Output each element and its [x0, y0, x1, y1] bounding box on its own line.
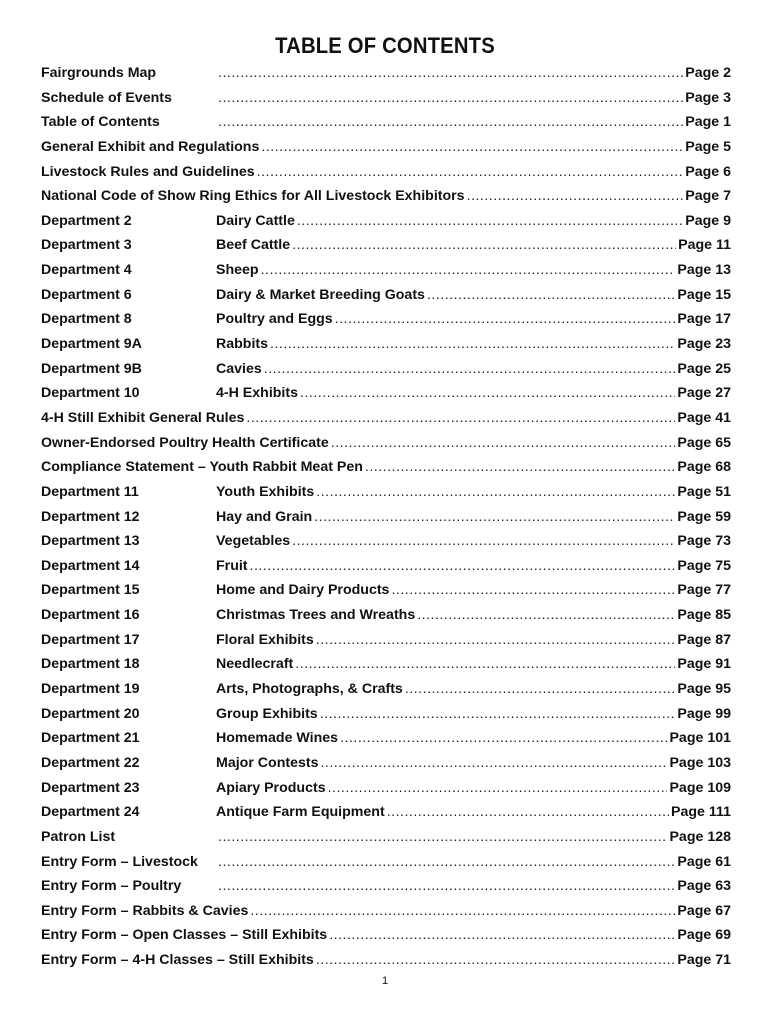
toc-entry-page: Page 101 — [669, 730, 731, 747]
dot-leader — [295, 652, 675, 677]
toc-entry-title: Entry Form – Open Classes – Still Exhibits — [41, 927, 328, 944]
toc-entry — [41, 86, 731, 111]
dot-leader — [365, 455, 675, 480]
dot-leader — [246, 406, 675, 431]
toc-entry-department: Department 10 — [41, 385, 140, 402]
dot-leader — [250, 899, 675, 924]
toc-entry-department: Department 9B — [41, 360, 142, 377]
dot-leader — [316, 628, 676, 653]
toc-entry-title: General Exhibit and Regulations — [41, 138, 260, 155]
toc-entry-department: Department 21 — [41, 730, 140, 747]
toc-entry-title: Homemade Wines — [216, 730, 339, 747]
toc-entry-title: Compliance Statement – Youth Rabbit Meat Pen — [41, 459, 363, 476]
toc-entry — [41, 431, 731, 456]
toc-entry-page: Page 23 — [677, 336, 731, 353]
toc-entry — [41, 726, 731, 751]
page-number: 1 — [381, 975, 389, 987]
toc-entry-page: Page 27 — [677, 385, 731, 402]
toc-entry-department: Table of Contents — [41, 114, 160, 131]
toc-entry-page: Page 111 — [671, 804, 731, 821]
toc-entry-department: Department 24 — [41, 804, 140, 821]
dot-leader — [292, 233, 676, 258]
toc-entry-title: Home and Dairy Products — [216, 582, 390, 599]
toc-entry-title: National Code of Show Ring Ethics for All Livestock Exhibitors — [41, 188, 465, 205]
toc-entry-title: 4-H Exhibits — [216, 385, 298, 402]
toc-entry-page: Page 59 — [677, 508, 731, 525]
toc-entry-page: Page 9 — [685, 212, 731, 229]
dot-leader — [297, 209, 683, 234]
toc-entry-title: Poultry and Eggs — [216, 311, 333, 328]
toc-entry-department: Department 8 — [41, 311, 132, 328]
toc-entry-title: Cavies — [216, 360, 262, 377]
toc-entry-title: Rabbits — [216, 336, 269, 353]
toc-entry — [41, 628, 731, 653]
toc-entry — [41, 184, 731, 209]
toc-entry-department: Department 11 — [41, 483, 139, 500]
toc-entry-department: Department 12 — [41, 508, 140, 525]
toc-entry-title: Livestock Rules and Guidelines — [41, 163, 255, 180]
toc-entry — [41, 406, 731, 431]
toc-entry — [41, 357, 731, 382]
toc-entry — [41, 800, 731, 825]
toc-entry-department: Department 15 — [41, 582, 140, 599]
toc-entry — [41, 948, 731, 973]
dot-leader — [417, 603, 675, 628]
toc-entry-department: Department 20 — [41, 705, 140, 722]
toc-entry — [41, 874, 731, 899]
toc-entry-page: Page 6 — [685, 163, 731, 180]
toc-entry — [41, 480, 731, 505]
toc-entry-department: Department 13 — [41, 533, 140, 550]
dot-leader — [261, 258, 676, 283]
dot-leader — [335, 307, 676, 332]
toc-entry-page: Page 99 — [677, 705, 731, 722]
toc-entry-department: Department 23 — [41, 779, 140, 796]
toc-entry-page: Page 91 — [677, 656, 731, 673]
dot-leader — [320, 702, 676, 727]
toc-entry — [41, 307, 731, 332]
toc-entry-title: Dairy & Market Breeding Goats — [216, 286, 425, 303]
dot-leader — [218, 825, 667, 850]
table-of-contents — [41, 61, 731, 973]
toc-entry-title: Owner-Endorsed Poultry Health Certificate — [41, 434, 329, 451]
toc-entry-title: Youth Exhibits — [216, 483, 315, 500]
toc-entry-page: Page 87 — [677, 631, 731, 648]
toc-entry-title: Fruit — [216, 557, 248, 574]
toc-entry — [41, 135, 731, 160]
toc-entry-page: Page 15 — [677, 286, 731, 303]
dot-leader — [316, 480, 675, 505]
toc-entry-page: Page 17 — [677, 311, 731, 328]
toc-entry-page: Page 5 — [685, 138, 731, 155]
dot-leader — [387, 800, 669, 825]
toc-entry — [41, 381, 731, 406]
toc-entry — [41, 850, 731, 875]
toc-entry — [41, 283, 731, 308]
dot-leader — [340, 726, 667, 751]
toc-entry-title: Antique Farm Equipment — [216, 804, 385, 821]
toc-entry-page: Page 69 — [677, 927, 731, 944]
toc-entry — [41, 233, 731, 258]
toc-entry — [41, 529, 731, 554]
toc-entry-page: Page 95 — [677, 681, 731, 698]
dot-leader — [405, 677, 676, 702]
toc-entry-page: Page 25 — [677, 360, 731, 377]
toc-entry — [41, 652, 731, 677]
toc-entry-department: Department 9A — [41, 336, 142, 353]
toc-entry-page: Page 7 — [685, 188, 731, 205]
dot-leader — [314, 505, 675, 530]
toc-entry-title: Apiary Products — [216, 779, 326, 796]
toc-entry — [41, 110, 731, 135]
toc-entry-page: Page 103 — [669, 754, 731, 771]
toc-entry — [41, 505, 731, 530]
toc-entry-page: Page 65 — [677, 434, 731, 451]
toc-entry-page: Page 41 — [677, 409, 731, 426]
toc-entry-page: Page 67 — [677, 902, 731, 919]
toc-entry — [41, 455, 731, 480]
toc-entry-page: Page 51 — [677, 483, 731, 500]
toc-entry-page: Page 71 — [677, 952, 731, 969]
toc-entry-department: Entry Form – Poultry — [41, 878, 182, 895]
dot-leader — [316, 948, 676, 973]
dot-leader — [467, 184, 684, 209]
dot-leader — [218, 86, 683, 111]
toc-entry-page: Page 68 — [677, 459, 731, 476]
toc-entry-title: Arts, Photographs, & Crafts — [216, 681, 403, 698]
dot-leader — [261, 135, 683, 160]
toc-entry — [41, 209, 731, 234]
toc-entry — [41, 332, 731, 357]
toc-entry-page: Page 128 — [669, 828, 731, 845]
toc-entry-department: Department 4 — [41, 262, 132, 279]
toc-entry — [41, 677, 731, 702]
toc-entry-title: Major Contests — [216, 754, 319, 771]
dot-leader — [292, 529, 675, 554]
toc-entry-title: Christmas Trees and Wreaths — [216, 607, 416, 624]
toc-entry — [41, 603, 731, 628]
toc-entry — [41, 258, 731, 283]
toc-entry-department: Patron List — [41, 828, 116, 845]
toc-entry — [41, 160, 731, 185]
dot-leader — [218, 874, 675, 899]
toc-entry-title: Vegetables — [216, 533, 291, 550]
toc-entry-title: Group Exhibits — [216, 705, 318, 722]
toc-entry-department: Department 22 — [41, 754, 140, 771]
toc-entry-page: Page 85 — [677, 607, 731, 624]
toc-entry-title: Dairy Cattle — [216, 212, 295, 229]
toc-entry-department: Department 17 — [41, 631, 140, 648]
toc-entry-page: Page 61 — [677, 853, 731, 870]
dot-leader — [218, 61, 683, 86]
toc-entry — [41, 899, 731, 924]
toc-entry-department: Department 16 — [41, 607, 140, 624]
toc-entry-title: Sheep — [216, 262, 259, 279]
toc-entry — [41, 825, 731, 850]
dot-leader — [270, 332, 675, 357]
dot-leader — [320, 751, 667, 776]
toc-entry — [41, 61, 731, 86]
dot-leader — [264, 357, 676, 382]
toc-entry-page: Page 63 — [677, 878, 731, 895]
dot-leader — [218, 110, 683, 135]
toc-entry-department: Fairgrounds Map — [41, 65, 157, 81]
dot-leader — [250, 554, 676, 579]
toc-entry-page: Page 109 — [669, 779, 731, 796]
toc-entry — [41, 578, 731, 603]
dot-leader — [218, 850, 675, 875]
dot-leader — [257, 160, 684, 185]
toc-entry-page: Page 73 — [677, 533, 731, 550]
toc-entry-department: Schedule of Events — [41, 89, 172, 106]
toc-entry-page: Page 75 — [677, 557, 731, 574]
page-title: TABLE OF CONTENTS — [275, 33, 495, 58]
dot-leader — [391, 578, 675, 603]
toc-entry-department: Department 6 — [41, 286, 132, 303]
toc-entry-title: Entry Form – 4-H Classes – Still Exhibits — [41, 952, 314, 969]
toc-entry-title: Floral Exhibits — [216, 631, 314, 648]
toc-entry — [41, 923, 731, 948]
toc-entry — [41, 702, 731, 727]
toc-entry — [41, 776, 731, 801]
dot-leader — [331, 431, 676, 456]
toc-entry-department: Department 18 — [41, 656, 140, 673]
toc-entry-title: Beef Cattle — [216, 237, 291, 254]
toc-entry-department: Department 3 — [41, 237, 132, 254]
toc-entry — [41, 751, 731, 776]
toc-entry-page: Page 11 — [678, 237, 731, 254]
toc-entry-page: Page 3 — [685, 89, 731, 106]
toc-entry-title: Hay and Grain — [216, 508, 313, 525]
toc-entry-title: 4-H Still Exhibit General Rules — [41, 409, 245, 426]
dot-leader — [329, 923, 675, 948]
toc-entry-department: Department 14 — [41, 557, 140, 574]
dot-leader — [300, 381, 675, 406]
toc-entry-department: Department 19 — [41, 681, 140, 698]
dot-leader — [427, 283, 675, 308]
dot-leader — [328, 776, 668, 801]
toc-entry-title: Needlecraft — [216, 656, 294, 673]
toc-entry-department: Entry Form – Livestock — [41, 853, 198, 870]
toc-entry-department: Department 2 — [41, 212, 132, 229]
toc-entry — [41, 554, 731, 579]
toc-entry-title: Entry Form – Rabbits & Cavies — [41, 902, 249, 919]
toc-entry-page: Page 13 — [677, 262, 731, 279]
toc-entry-page: Page 77 — [677, 582, 731, 599]
toc-entry-page: Page 2 — [685, 65, 731, 81]
toc-entry-page: Page 1 — [685, 114, 731, 131]
